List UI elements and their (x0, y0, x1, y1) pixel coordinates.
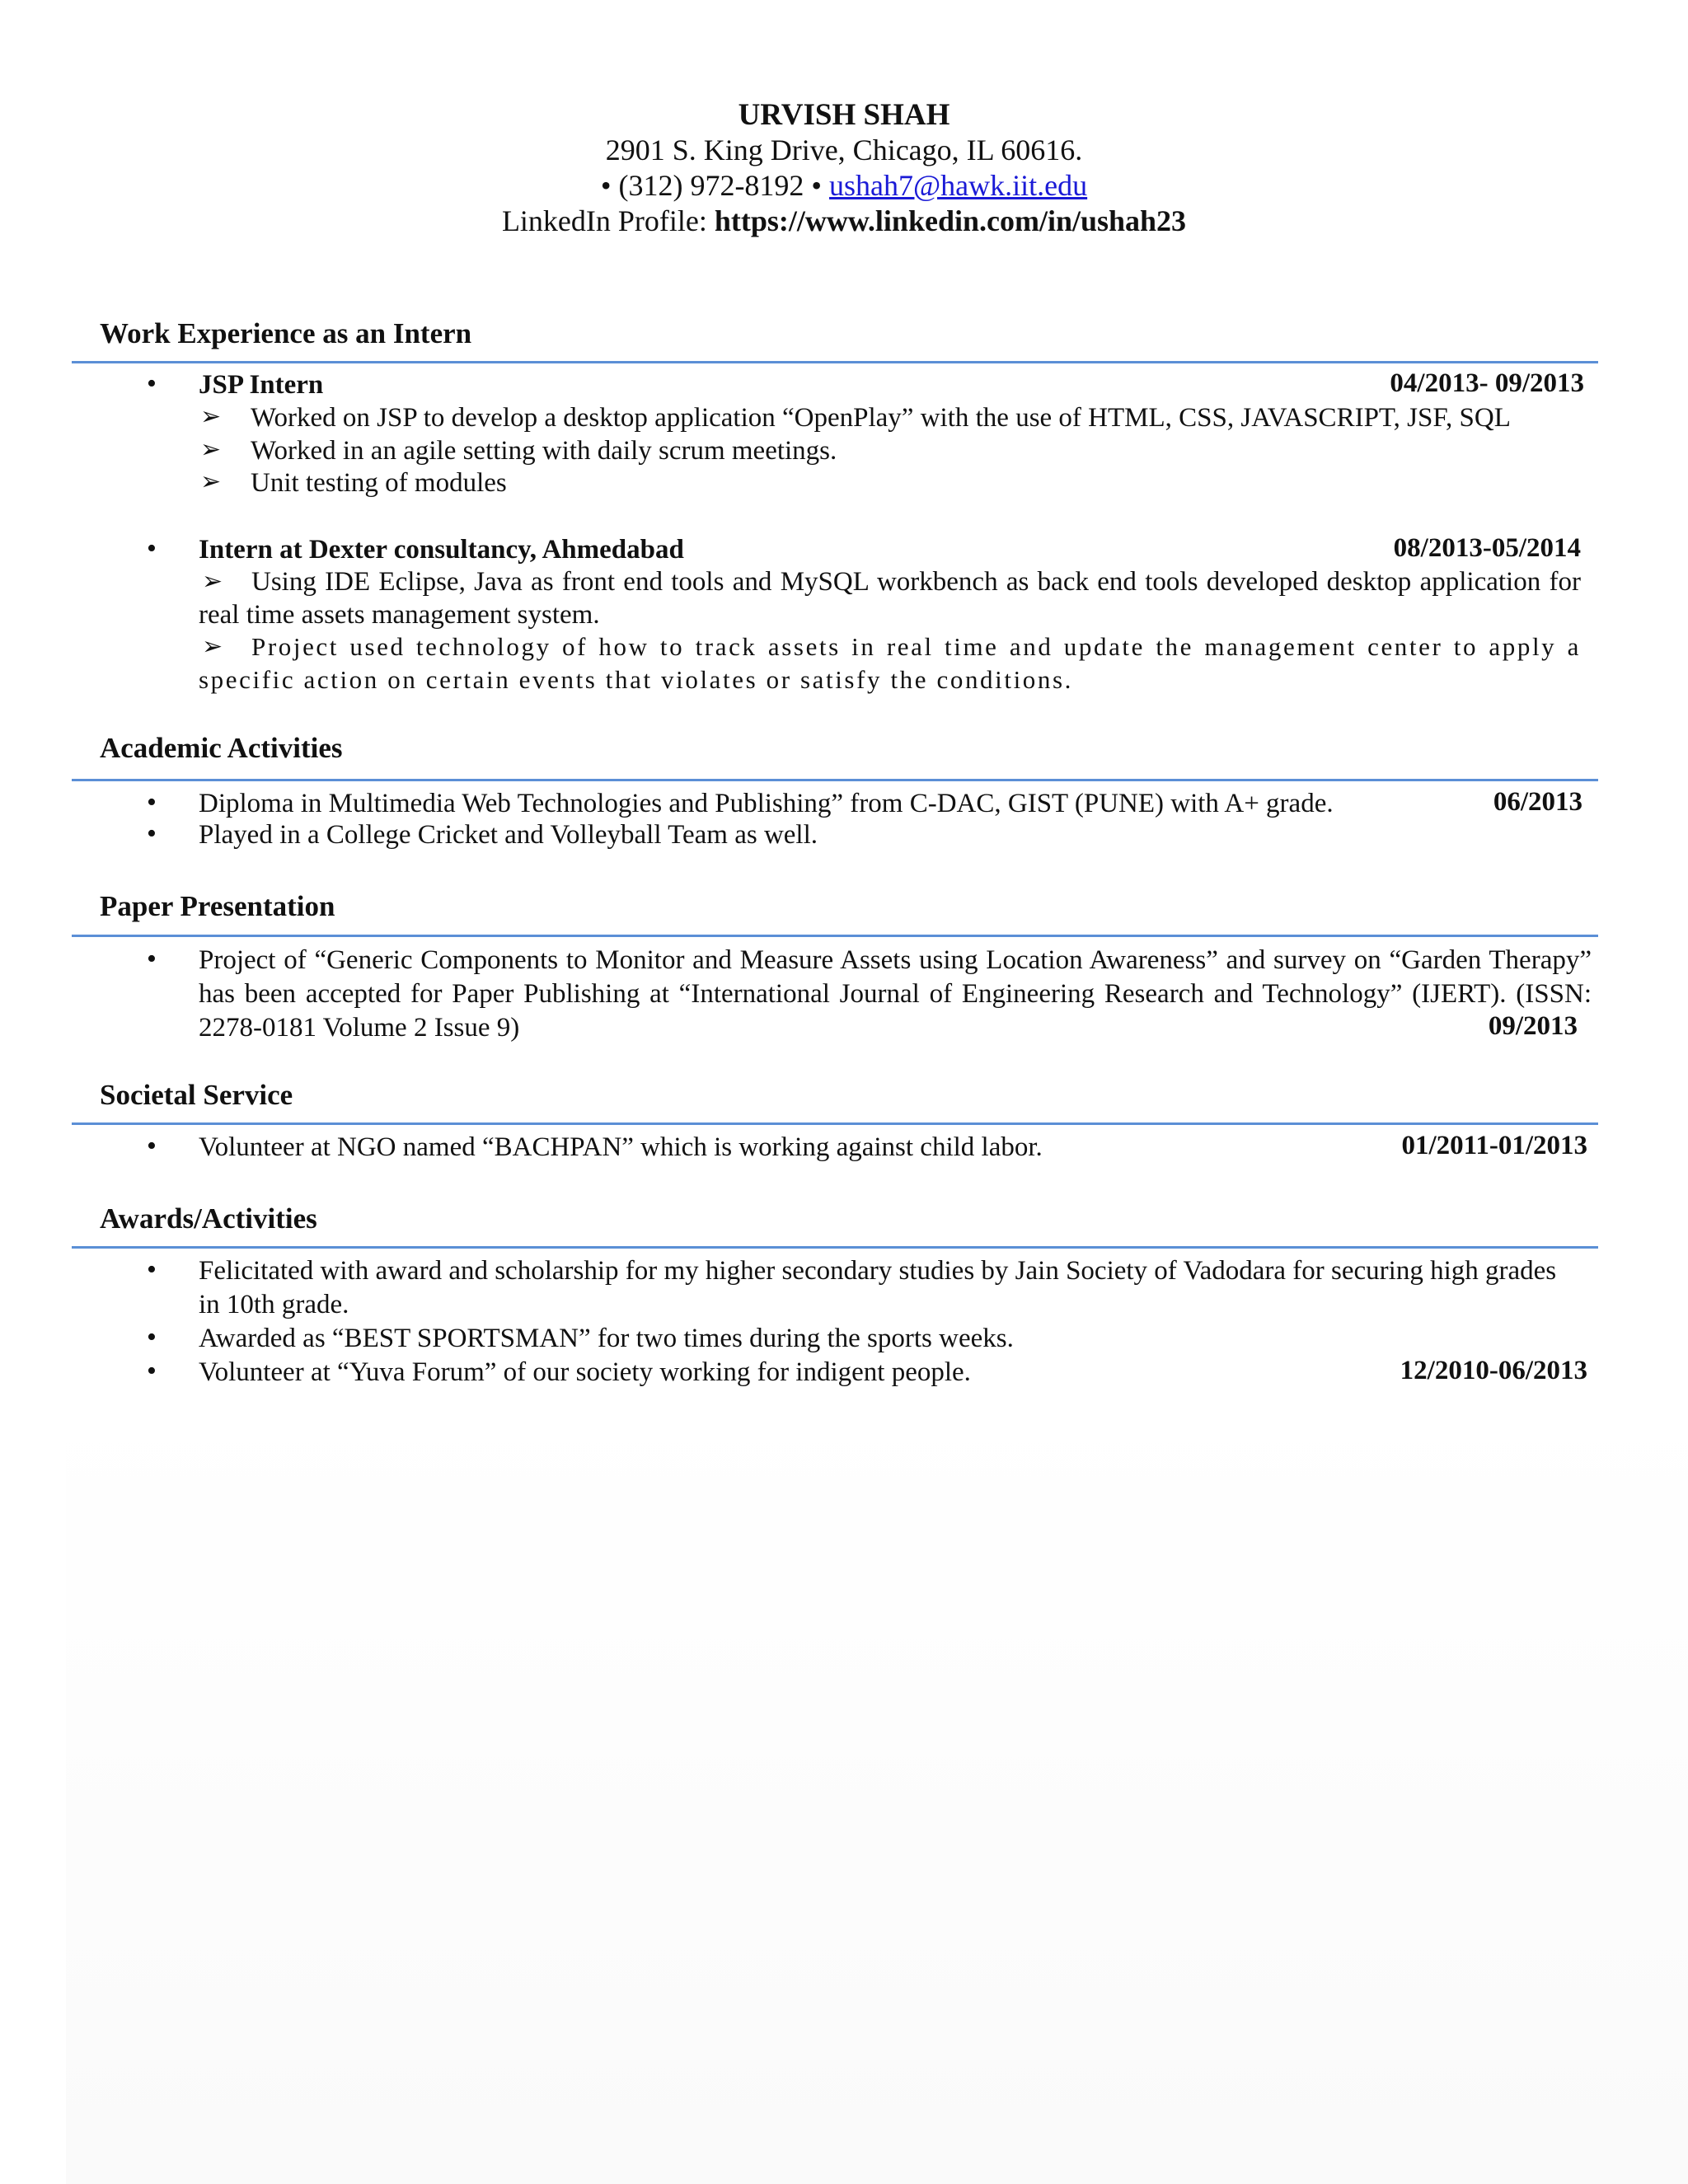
section-divider (72, 935, 1598, 937)
bullet-icon: • (147, 368, 157, 399)
bullet-icon: • (147, 1131, 157, 1161)
section-title-paper: Paper Presentation (100, 890, 335, 922)
section-divider (72, 779, 1598, 781)
job-role: Intern at Dexter consultancy, Ahmedabad (199, 535, 684, 565)
bullet-icon: • (147, 787, 157, 818)
paper-item: Project of “Generic Components to Monitor and Measure Assets using Location Awareness” and survey on “Garden Therapy” has been accepted for Paper Publishing at “International Journal of Engineering Research and Technology” (IJERT). (ISSN: 2278-0181 Volume 2 Issue 9) (199, 945, 1592, 1043)
arrow-bullet-icon: ➢ (202, 568, 223, 595)
bullet-icon: • (147, 1322, 157, 1352)
page-background-shade (66, 1401, 1688, 2184)
societal-item: Volunteer at NGO named “BACHPAN” which is working against child labor. (199, 1132, 1043, 1162)
linkedin-label: LinkedIn Profile: (501, 204, 707, 237)
candidate-name: URVISH SHAH (738, 98, 950, 132)
societal-date: 01/2011-01/2013 (1401, 1131, 1587, 1160)
job-role: JSP Intern (199, 370, 324, 400)
linkedin-line (0, 204, 1688, 239)
academic-item: Diploma in Multimedia Web Technologies and Publishing” from C-DAC, GIST (PUNE) with A+ grade. (199, 789, 1334, 818)
section-divider (72, 1246, 1598, 1249)
resume-header (0, 97, 1688, 239)
bullet-icon: • (147, 1356, 157, 1386)
job-point: Worked in an agile setting with daily scrum meetings. (251, 436, 837, 466)
section-divider (72, 1122, 1598, 1125)
arrow-bullet-icon: ➢ (202, 633, 223, 660)
job-point: Project used technology of how to track assets in real time and update the management center to apply a specific action on certain events that violates or satisfy the conditions. (199, 632, 1581, 694)
award-item: Felicitated with award and scholarship for my higher secondary studies by Jain Society of Vadodara for securing high grades in 10th grade. (199, 1256, 1557, 1319)
bullet-icon: • (147, 533, 157, 564)
job-point: Using IDE Eclipse, Java as front end tools and MySQL workbench as back end tools developed desktop application for real time assets management system. (199, 567, 1581, 630)
section-title-academic: Academic Activities (100, 732, 343, 764)
section-title-societal: Societal Service (100, 1079, 293, 1111)
address: 2901 S. King Drive, Chicago, IL 60616. (605, 134, 1083, 166)
arrow-bullet-icon: ➢ (200, 403, 222, 430)
email-link[interactable]: ushah7@hawk.iit.edu (829, 169, 1088, 202)
section-divider (72, 361, 1598, 363)
award-date: 12/2010-06/2013 (1400, 1356, 1587, 1385)
job-point: Unit testing of modules (251, 468, 507, 498)
academic-date: 06/2013 (1493, 787, 1582, 817)
section-title-awards: Awards/Activities (100, 1202, 317, 1235)
paper-date: 09/2013 (1488, 1011, 1578, 1041)
linkedin-url[interactable]: https://www.linkedin.com/in/ushah23 (714, 204, 1187, 237)
bullet-icon: • (147, 818, 157, 849)
arrow-bullet-icon: ➢ (200, 436, 222, 463)
arrow-bullet-icon: ➢ (200, 468, 222, 495)
contact-line (0, 168, 1688, 204)
bullet-icon: • (147, 1254, 157, 1285)
award-item: Awarded as “BEST SPORTSMAN” for two times during the sports weeks. (199, 1324, 1014, 1353)
section-title-work: Work Experience as an Intern (100, 317, 472, 349)
phone: • (312) 972-8192 • (600, 169, 823, 202)
job-dates: 04/2013- 09/2013 (1390, 368, 1584, 398)
academic-item: Played in a College Cricket and Volleyball Team as well. (199, 820, 818, 850)
award-item: Volunteer at “Yuva Forum” of our society working for indigent people. (199, 1357, 971, 1387)
job-dates: 08/2013-05/2014 (1393, 533, 1581, 563)
bullet-icon: • (147, 944, 157, 974)
job-point: Worked on JSP to develop a desktop application “OpenPlay” with the use of HTML, CSS, JAVASCRIPT, JSF, SQL (251, 403, 1511, 433)
